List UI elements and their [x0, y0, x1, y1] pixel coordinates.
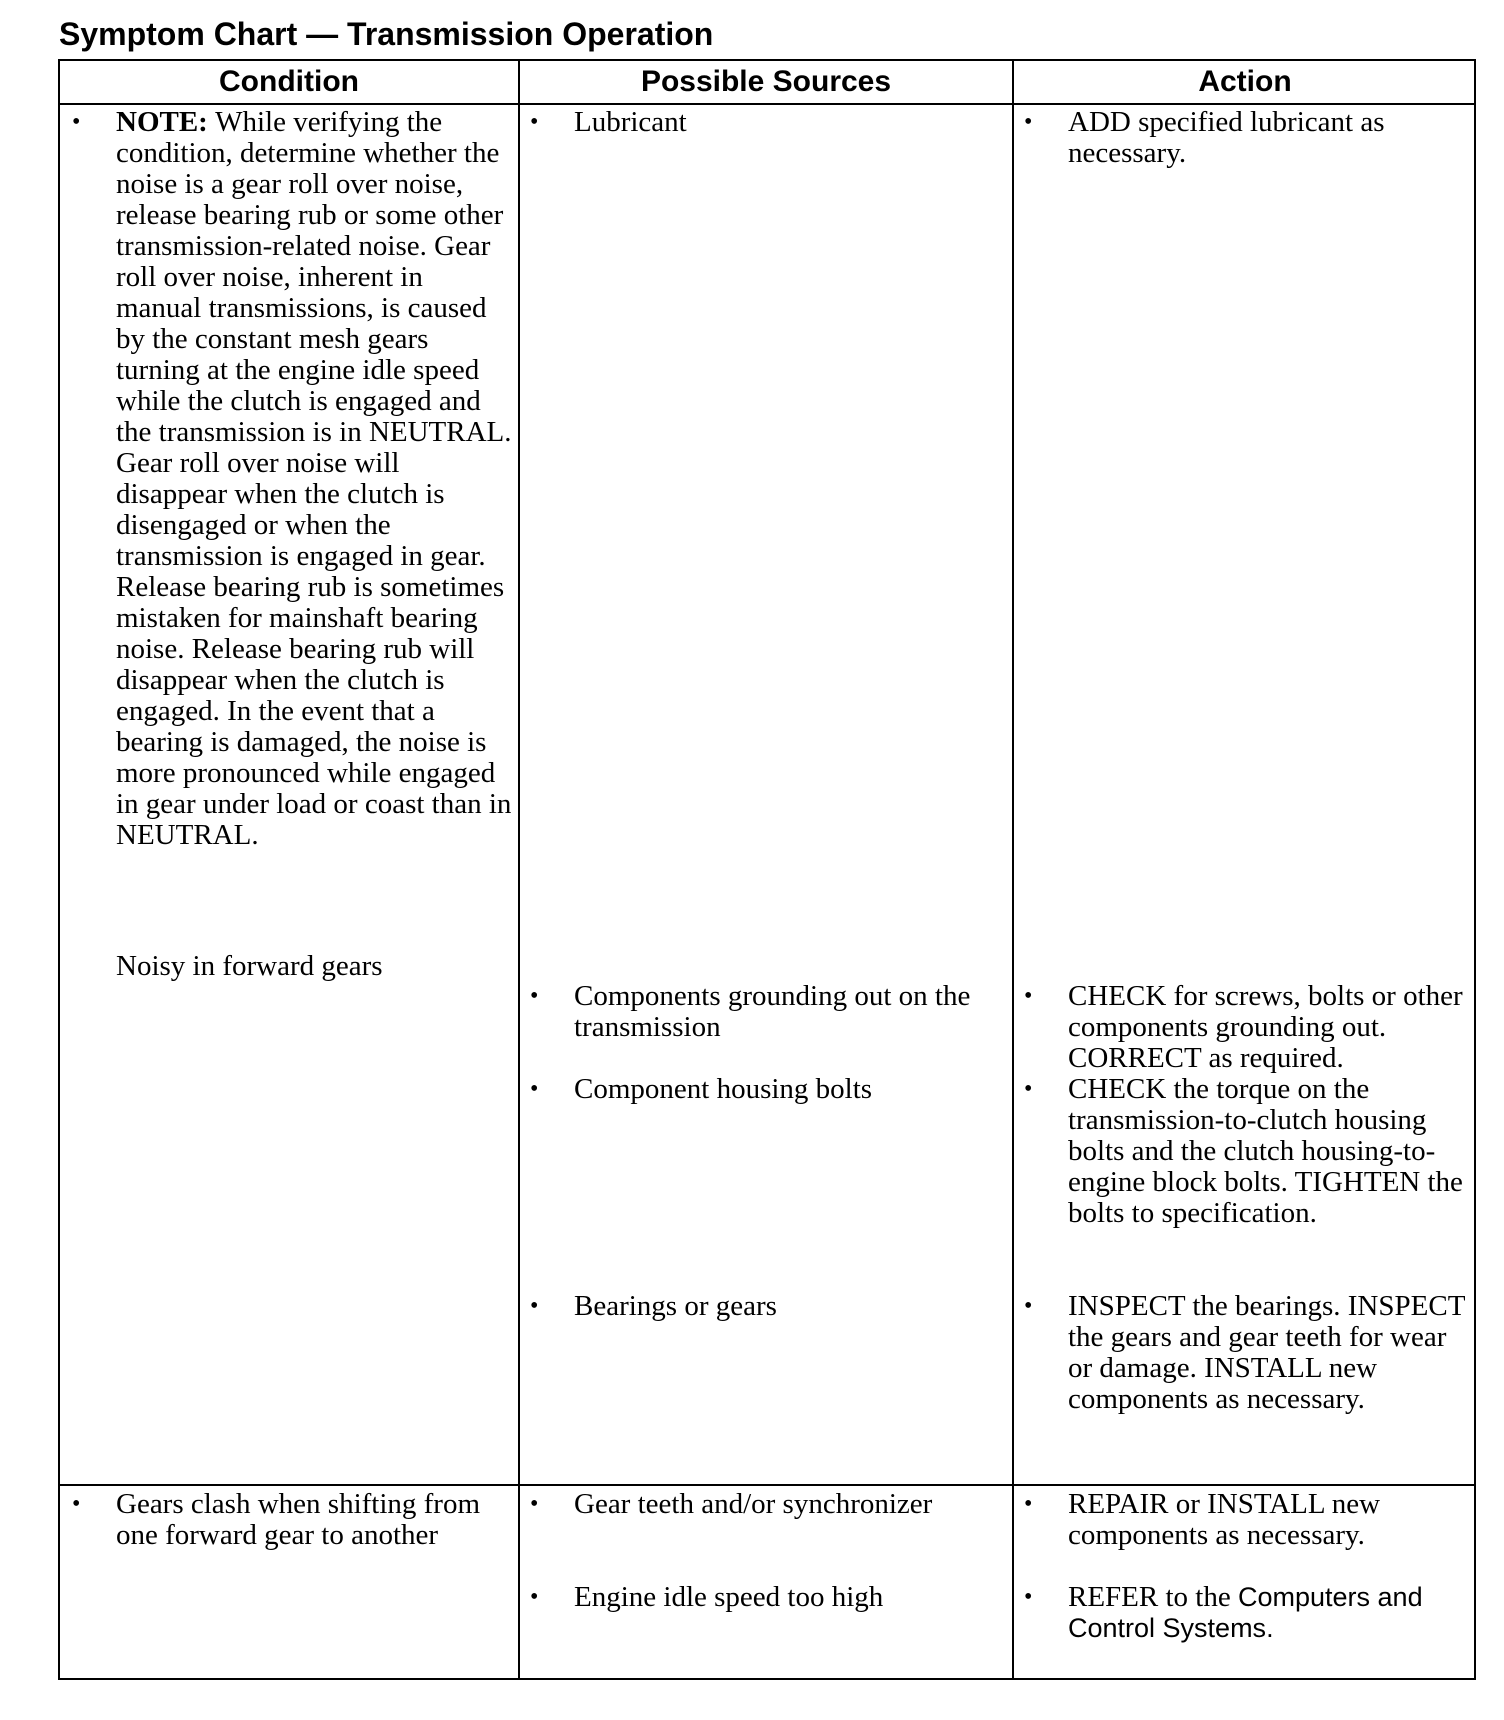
action-text: ADD specified lubricant as necessary. [1068, 106, 1385, 169]
bullet: • [1024, 1076, 1033, 1102]
action-text: REPAIR or INSTALL new components as necessary. [1068, 1488, 1381, 1551]
source-text: Component housing bolts [574, 1073, 873, 1105]
reference-period: . [1266, 1613, 1274, 1643]
bullet: • [530, 1293, 539, 1319]
row-divider [60, 1484, 1474, 1486]
source-item [530, 981, 1000, 1043]
source-item [530, 107, 1000, 138]
source-item [530, 1489, 1000, 1520]
header-condition: Condition [219, 65, 359, 98]
source-text: Engine idle speed too high [574, 1581, 884, 1613]
condition-noisy-forward-gears: Noisy in forward gears [116, 950, 383, 982]
header-divider [60, 103, 1474, 105]
header-possible-sources: Possible Sources [640, 65, 892, 98]
bullet: • [530, 1076, 539, 1102]
bullet: • [530, 1491, 539, 1517]
action-item [1024, 1074, 1469, 1229]
action-text: REFER to the [1068, 1581, 1231, 1613]
action-item [1024, 1489, 1469, 1551]
source-text: Lubricant [574, 106, 687, 138]
bullet: • [72, 1491, 81, 1517]
header-action: Action [1198, 65, 1292, 98]
bullet: • [530, 109, 539, 135]
action-text: CHECK the torque on the transmission-to-clutch housing bolts and the clutch housing-to-engine block bolts. TIGHTEN the bolts to specification. [1068, 1073, 1463, 1229]
action-item [1024, 107, 1469, 169]
reference-link[interactable]: Computers and Control Systems [1068, 1582, 1423, 1643]
source-text: Components grounding out on the transmission [574, 980, 971, 1043]
bullet: • [72, 109, 81, 135]
action-item [1024, 1582, 1469, 1644]
source-text: Bearings or gears [574, 1290, 777, 1322]
bullet: • [1024, 1293, 1033, 1319]
action-item [1024, 1291, 1469, 1415]
source-text: Gear teeth and/or synchronizer [574, 1488, 933, 1520]
bullet: • [1024, 109, 1033, 135]
bullet: • [1024, 1584, 1033, 1610]
bullet: • [530, 1584, 539, 1610]
condition-note [72, 107, 512, 851]
source-item [530, 1074, 1000, 1105]
bullet: • [1024, 983, 1033, 1009]
note-text: While verifying the condition, determine whether the noise is a gear roll over noise, release bearing rub or some other transmission-related noise. Gear roll over noise, inherent in manual transmissions, is caused by the constant mesh gears turning at the engine idle speed while the clutch is engaged and the transmission is in NEUTRAL. Gear roll over noise will disappear when the clutch is disengaged or when the transmission is engaged in gear. Release bearing rub is sometimes mistaken for mainshaft bearing noise. Release bearing rub will disappear when the clutch is engaged. In the event that a bearing is damaged, the noise is more pronounced while engaged in gear under load or coast than in NEUTRAL. [116, 106, 512, 851]
action-item [1024, 981, 1469, 1074]
condition-gears-clash [72, 1489, 512, 1551]
source-item [530, 1291, 1000, 1322]
action-text: CHECK for screws, bolts or other components grounding out. CORRECT as required. [1068, 980, 1463, 1074]
column-divider [1012, 61, 1014, 1678]
action-text: INSPECT the bearings. INSPECT the gears and gear teeth for wear or damage. INSTALL new components as necessary. [1068, 1290, 1465, 1415]
symptom-chart-table [58, 59, 1476, 1680]
source-item [530, 1582, 1000, 1613]
column-divider [518, 61, 520, 1678]
note-label: NOTE: [116, 106, 208, 138]
condition-text: Gears clash when shifting from one forward gear to another [116, 1488, 481, 1551]
bullet: • [530, 983, 539, 1009]
page-title: Symptom Chart — Transmission Operation [59, 16, 714, 52]
bullet: • [1024, 1491, 1033, 1517]
